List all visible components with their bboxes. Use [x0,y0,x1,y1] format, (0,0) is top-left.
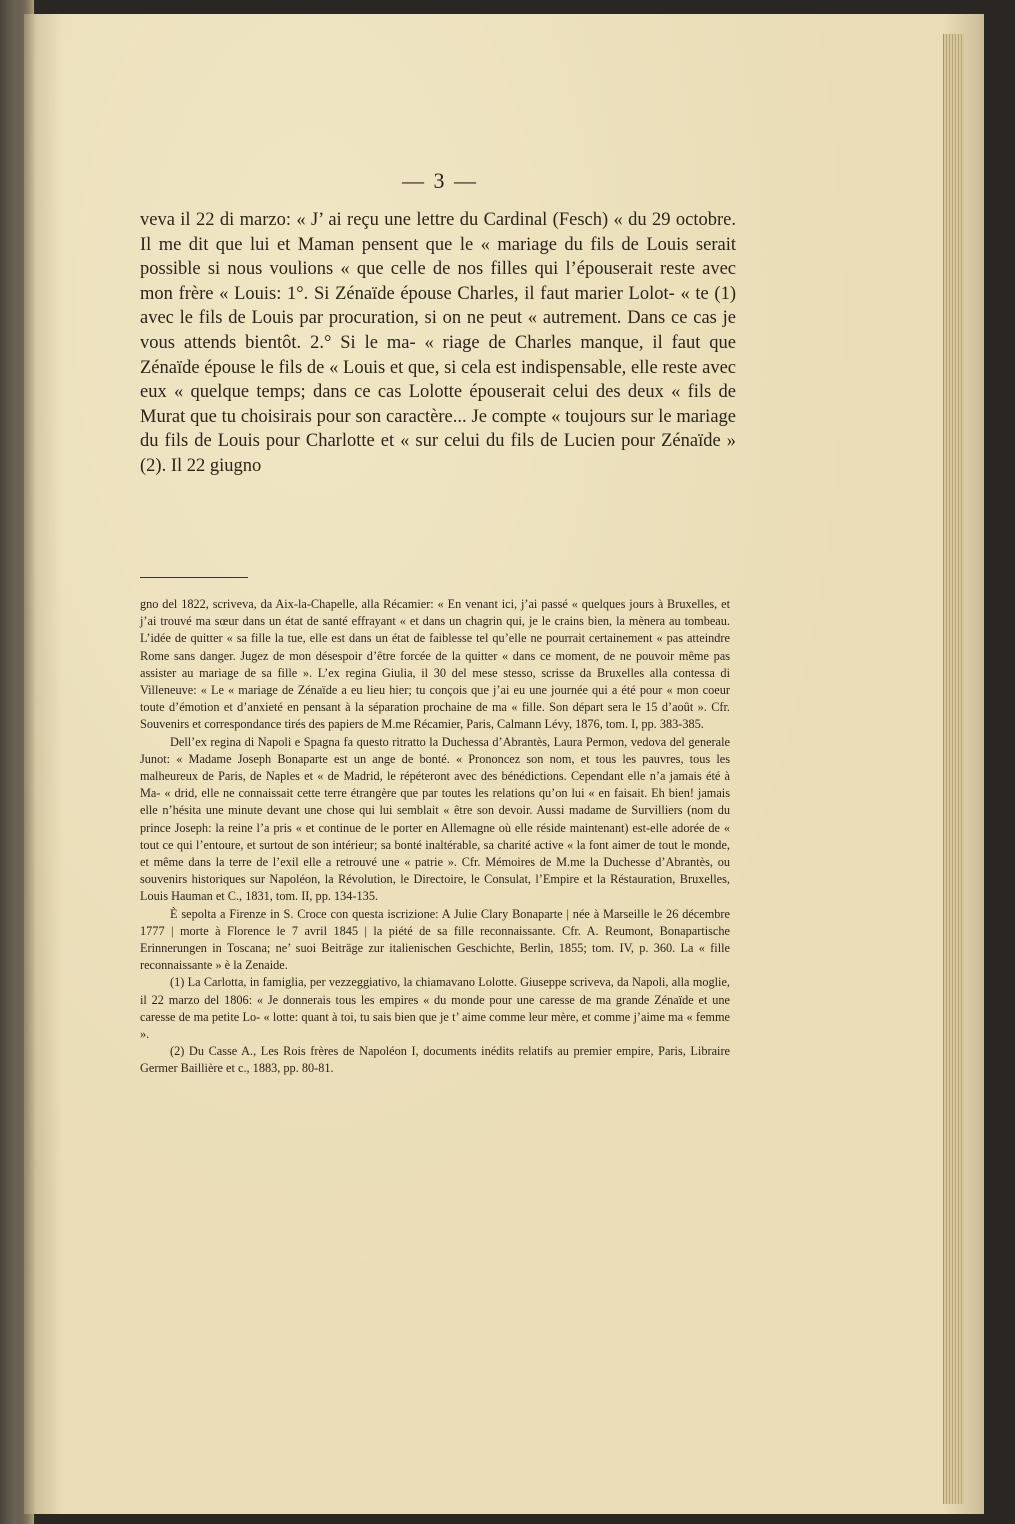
footnote-separator [140,577,248,578]
main-text-block [140,208,736,479]
page-number: — 3 — [402,168,478,193]
footnote-burial-paragraph: È sepolta a Firenze in S. Croce con questa iscrizione: A Julie Clary Bonaparte | née à Marseille le 26 décembre 1777 | morte à Florence le 7 avril 1845 | la piété de sa fille reconnaissante. Cfr. A. Reumont, Bonapartische Erinnerungen in Toscana; ne’ suoi Beiträge zur italienischen Geschichte, Berlin, 1855; tom. IV, p. 360. La « fille reconnaissante » è la Zenaide. [140,906,730,973]
footnotes-block [140,596,730,1078]
footnote-2: (2) Du Casse A., Les Rois frères de Napoléon I, documents inédits relatifs au premier empire, Paris, Libraire Germer Baillière et c., 1883, pp. 80-81. [140,1044,730,1076]
footnote-continuation: gno del 1822, scriveva, da Aix-la-Chapelle, alla Récamier: « En venant ici, j’ai passé « quelques jours à Bruxelles, et j’ai trouvé ma sœur dans un état de santé effrayant « et dans un chagrin qui, je le crains bien, la mènera au tombeau. L’idée de quitter « sa fille la tue, elle est dans un état de faiblesse tel qu’elle ne pourrait certainement « pas atteindre Rome sans danger. Jugez de mon désespoir d’être forcée de la quitter « dans ce moment, de ne pouvoir même pas assister au mariage de sa fille ». L’ex regina Giulia, il 30 del mese stesso, scrisse da Bruxelles alla contessa di Villeneuve: « Le « mariage de Zénaïde a eu lieu hier; tu conçois que j’ai eu une journée qui a été pour « mon coeur toute d’émotion et d’anxieté en pensant à la séparation prochaine de ma « fille. Son départ sera le 15 d’août ». Cfr. Souvenirs et correspondance tirés des papiers de M.me Récamier, Paris, Calmann Lévy, 1876, tom. I, pp. 383-385. [140,597,730,732]
footnote-abrantes-paragraph: Dell’ex regina di Napoli e Spagna fa questo ritratto la Duchessa d’Abrantès, Laura Permon, vedova del generale Junot: « Madame Joseph Bonaparte est un ange de bonté. « Prononcez son nom, et tous les pauvres, tous les malheureux de Paris, de Naples et « de Madrid, le répéteront avec des bénédictions. Cependant elle n’a jamais été à Ma- « drid, elle ne connaissait cette terre étrangère que par toutes les relations qu’on lui « en faisait. Eh bien! jamais elle n’hésita une minute devant une chose qui lui semblait « être son devoir. Aussi madame de Survilliers (nom du prince Joseph: la reine l’a pris « et continue de le porter en Allemagne où elle réside maintenant) est-elle adorée de « tout ce qui l’entoure, et surtout de son intérieur; sa bonté inaltérable, sa charité active « la font aimer de tout le monde, et même dans la terre de l’exil elle a retrouvé une « patrie ». Cfr. Mémoires de M.me la Duchesse d’Abrantès, ou souvenirs historiques sur Napoléon, la Révolution, le Directoire, le Consulat, l’Empire et la Réstauration, Bruxelles, Louis Hauman et C., 1831, tom. II, pp. 134-135. [140,734,730,904]
book-binding [0,0,36,1524]
main-paragraph: veva il 22 di marzo: « J’ ai reçu une lettre du Cardinal (Fesch) « du 29 octobre. Il me dit que lui et Maman pensent que le « mariage du fils de Louis serait possible si nous voulions « que celle de nos filles qui l’épouserait reste avec mon frère « Louis: 1°. Si Zénaïde épouse Charles, il faut marier Lolot- « te (1) avec le fils de Louis par procuration, si on ne peut « autrement. Dans ce cas je vous attends bientôt. 2.° Si le ma- « riage de Charles manque, il faut que Zénaïde épouse le fils de « Louis et que, si cela est indispensable, elle reste avec eux « quelque temps; dans ce cas Lolotte épouserait celui des deux « fils de Murat que tu choisirais pour son caractère... Je compte « toujours sur le mariage du fils de Louis pour Charlotte et « sur celui du fils de Lucien pour Zénaïde » (2). Il 22 giugno [140,210,736,476]
page-stack-edge [943,34,964,1504]
footnote-1: (1) La Carlotta, in famiglia, per vezzeggiativo, la chiamavano Lolotte. Giuseppe scriveva, da Napoli, alla moglie, il 22 marzo del 1806: « Je donnerais tous les empires « du monde pour une caresse de ma grande Zénaïde et une caresse de ma petite Lo- « lotte: quant à toi, tu sais bien que je t’ aime comme leur mère, et comme j’aime ma « femme ». [140,975,730,1042]
